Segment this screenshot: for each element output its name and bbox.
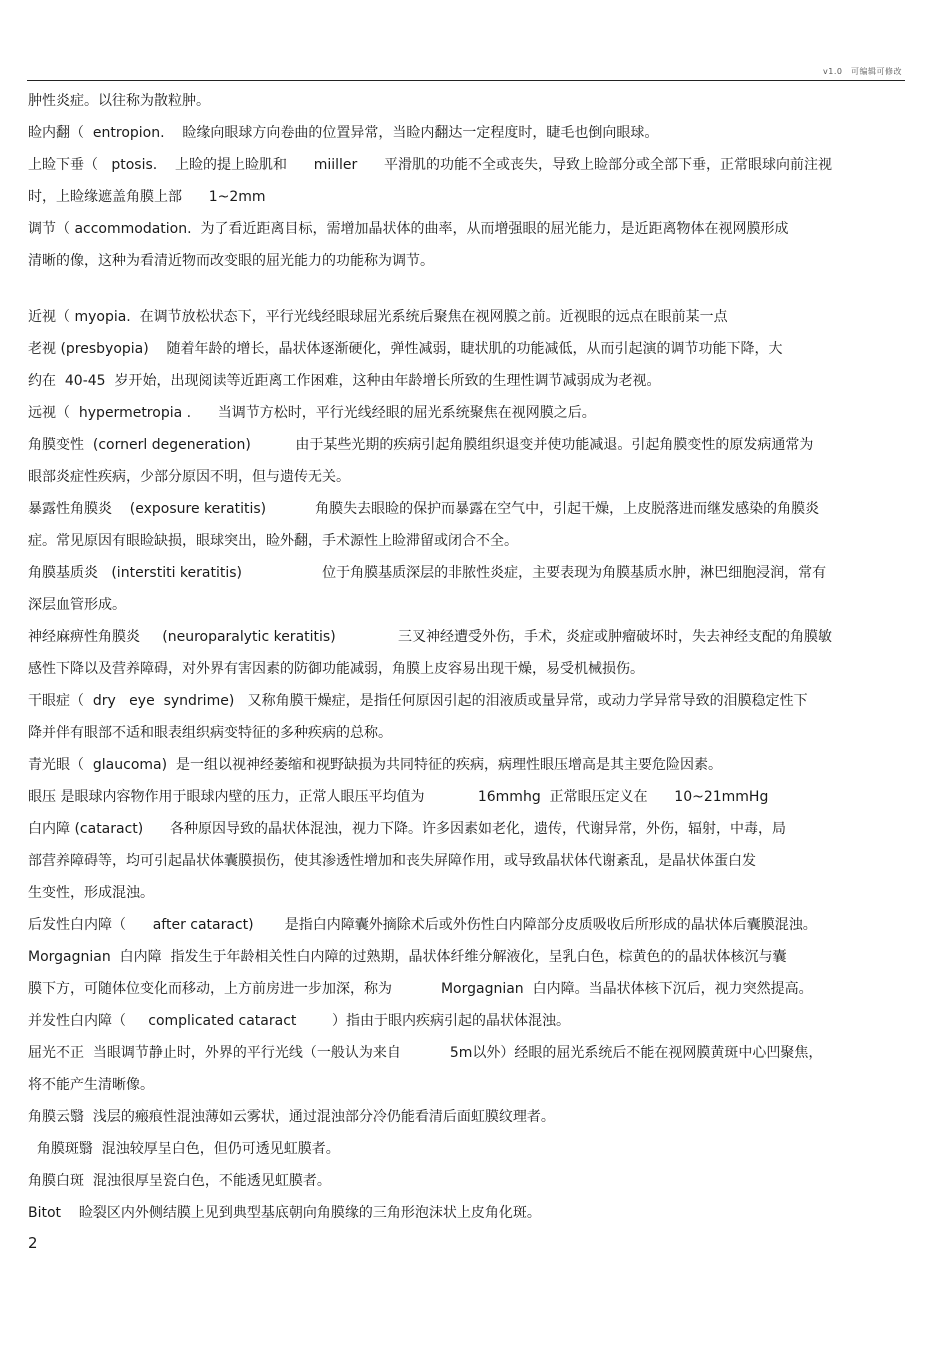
text-line: Morgagnian 白内障 指发生于年龄相关性白内障的过熟期，晶状体纤维分解液化，呈乳白色，棕黄色的的晶状体核沉与囊 [28, 949, 787, 965]
text-line: 白内障 (cataract) 各种原因导致的晶状体混浊，视力下降。许多因素如老化，遗传，代谢异常，外伤，辐射，中毒，局 [28, 821, 786, 837]
text-line: 膜下方，可随体位变化而移动，上方前房进一步加深，称为 Morgagnian 白内障。当晶状体核下沉后，视力突然提高。 [28, 981, 813, 997]
text-line: 清晰的像，这种为看清近物而改变眼的屈光能力的功能称为调节。 [28, 253, 434, 269]
text-line [28, 281, 908, 305]
text-line: 时，上睑缘遮盖角膜上部 1~2mm [28, 189, 266, 205]
text-line: 老视 (presbyopia) 随着年龄的增长，晶状体逐渐硬化，弹性减弱，睫状肌的功能减低，从而引起演的调节功能下降，大 [28, 341, 783, 357]
header-divider [27, 80, 905, 81]
page-number: 2 [28, 1234, 38, 1252]
text-line: 降并伴有眼部不适和眼表组织病变特征的多种疾病的总称。 [28, 725, 392, 741]
text-line: 青光眼（ glaucoma) 是一组以视神经萎缩和视野缺损为共同特征的疾病，病理性眼压增高是其主要危险因素。 [28, 757, 722, 773]
text-line: Bitot 睑裂区内外侧结膜上见到典型基底朝向角膜缘的三角形泡沫状上皮角化斑。 [28, 1205, 541, 1221]
version-label: v1.0 可编辑可修改 [823, 67, 902, 76]
text-line: 睑内翻（ entropion. 睑缘向眼球方向卷曲的位置异常，当睑内翻达一定程度时，睫毛也倒向眼球。 [28, 125, 659, 141]
text-line: 调节（ accommodation. 为了看近距离目标，需增加晶状体的曲率，从而增强眼的屈光能力，是近距离物体在视网膜形成 [28, 221, 789, 237]
text-line: 生变性，形成混浊。 [28, 885, 154, 901]
text-line: 暴露性角膜炎 (exposure keratitis) 角膜失去眼睑的保护而暴露在空气中，引起干燥，上皮脱落进而继发感染的角膜炎 [28, 501, 820, 517]
text-line: 远视（ hypermetropia . 当调节方松时，平行光线经眼的屈光系统聚焦在视网膜之后。 [28, 405, 596, 421]
text-line: 感性下降以及营养障碍，对外界有害因素的防御功能减弱，角膜上皮容易出现干燥，易受机械损伤。 [28, 661, 644, 677]
text-line: 屈光不正 当眼调节静止时，外界的平行光线（一般认为来自 5m以外）经眼的屈光系统后不能在视网膜黄斑中心凹聚焦， [28, 1045, 823, 1061]
text-line: 角膜基质炎 (interstiti keratitis) 位于角膜基质深层的非脓性炎症，主要表现为角膜基质水肿，淋巴细胞浸润，常有 [28, 565, 827, 581]
text-line: 角膜白斑 混浊很厚呈瓷白色，不能透见虹膜者。 [28, 1173, 331, 1189]
text-line: 干眼症（ dry eye syndrime) 又称角膜干燥症，是指任何原因引起的泪液质或量异常，或动力学异常导致的泪膜稳定性下 [28, 693, 808, 709]
text-line: 肿性炎症。以往称为散粒肿。 [28, 93, 210, 109]
text-line: 角膜云翳 浅层的瘢痕性混浊薄如云雾状，通过混浊部分冷仍能看清后面虹膜纹理者。 [28, 1109, 555, 1125]
text-line: 深层血管形成。 [28, 597, 126, 613]
text-line: 约在 40-45 岁开始，出现阅读等近距离工作困难，这种由年龄增长所致的生理性调节减弱成为老视。 [28, 373, 661, 389]
document-body [28, 89, 908, 1233]
text-line: 眼压 是眼球内容物作用于眼球内壁的压力，正常人眼压平均值为 16mmhg 正常眼压定义在 10~21mmHg [28, 789, 769, 805]
text-line: 神经麻痹性角膜炎 (neuroparalytic keratitis) 三叉神经遭受外伤，手术，炎症或肿瘤破坏时，失去神经支配的角膜敏 [28, 629, 832, 645]
text-line: 并发性白内障（ complicated cataract ）指由于眼内疾病引起的晶状体混浊。 [28, 1013, 570, 1029]
text-line: 部营养障碍等，均可引起晶状体囊膜损伤，使其渗透性增加和丧失屏障作用，或导致晶状体代谢紊乱，是晶状体蛋白发 [28, 853, 756, 869]
text-line: 上睑下垂（ ptosis. 上睑的提上睑肌和 miiller 平滑肌的功能不全或丧失，导致上睑部分或全部下垂，正常眼球向前注视 [28, 157, 832, 173]
text-line: 眼部炎症性疾病，少部分原因不明，但与遗传无关。 [28, 469, 350, 485]
text-line: 近视（ myopia. 在调节放松状态下，平行光线经眼球屈光系统后聚焦在视网膜之前。近视眼的远点在眼前某一点 [28, 309, 728, 325]
text-line: 角膜变性 (cornerl degeneration) 由于某些光期的疾病引起角膜组织退变并使功能减退。引起角膜变性的原发病通常为 [28, 437, 814, 453]
text-line: 症。常见原因有眼睑缺损，眼球突出，睑外翻，手术源性上睑滞留或闭合不全。 [28, 533, 518, 549]
text-line: 角膜斑翳 混浊较厚呈白色，但仍可透见虹膜者。 [28, 1141, 340, 1157]
text-line: 后发性白内障（ after cataract) 是指白内障囊外摘除术后或外伤性白内障部分皮质吸收后所形成的晶状体后囊膜混浊。 [28, 917, 817, 933]
text-line: 将不能产生清晰像。 [28, 1077, 154, 1093]
